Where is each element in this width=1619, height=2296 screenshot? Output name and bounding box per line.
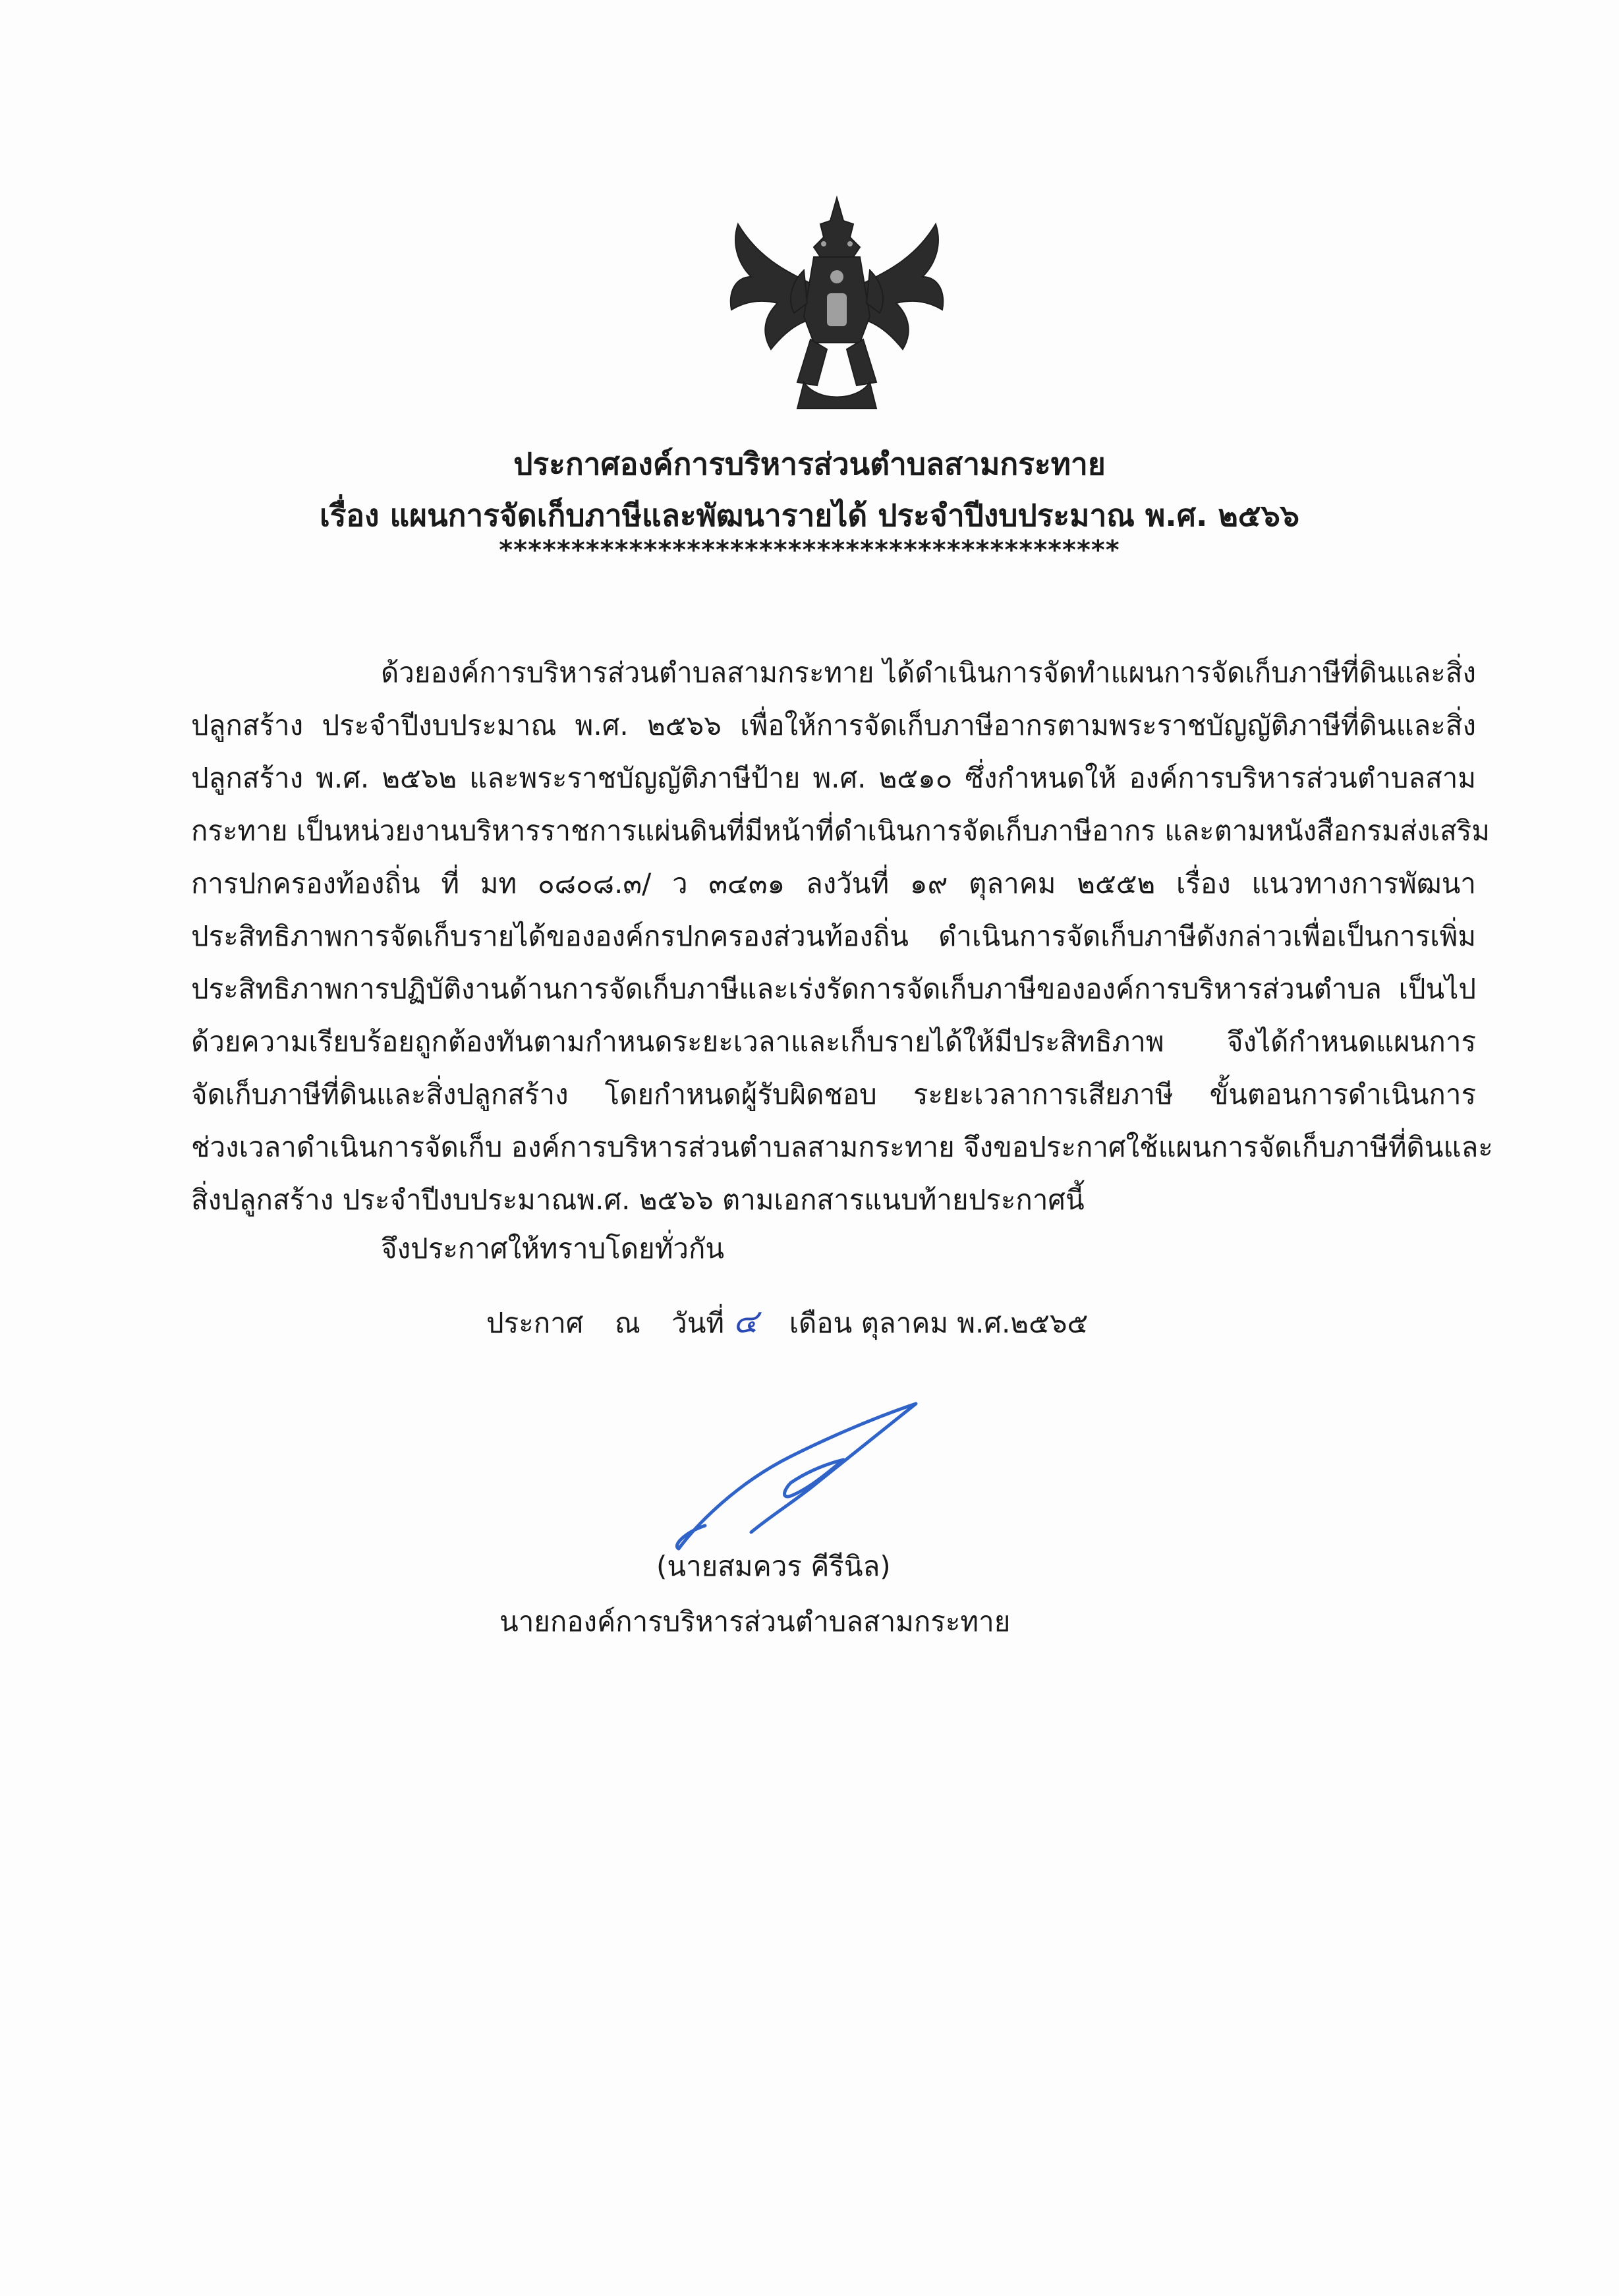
signer-position: นายกองค์การบริหารส่วนตำบลสามกระทาย	[499, 1605, 1011, 1638]
body-line-3: ปลูกสร้าง พ.ศ. ๒๕๖๒ และพระราชบัญญัติภาษีป้าย พ.ศ. ๒๕๑๐ ซึ่งกำหนดให้ องค์การบริหารส่วนตำบลสาม	[191, 762, 1476, 794]
date-day-label: วันที่	[671, 1307, 725, 1339]
body-line-10: ช่วงเวลาดำเนินการจัดเก็บ องค์การบริหารส่วนตำบลสามกระทาย จึงขอประกาศใช้แผนการจัดเก็บภาษีที่ดินและ	[191, 1131, 1493, 1163]
body-line-6: ประสิทธิภาพการจัดเก็บรายได้ขององค์กรปกครองส่วนท้องถิ่น ดำเนินการจัดเก็บภาษีดังกล่าวเพื่อเป็นการเพิ่ม	[191, 920, 1476, 952]
body-line-5: การปกครองท้องถิ่น ที่ มท ๐๘๐๘.๓/ ว ๓๔๓๑ ลงวันที่ ๑๙ ตุลาคม ๒๕๕๒ เรื่อง แนวทางการพัฒนา	[191, 867, 1476, 900]
announcement-title: ประกาศองค์การบริหารส่วนตำบลสามกระทาย	[513, 446, 1106, 482]
body-line-1: ด้วยองค์การบริหารส่วนตำบลสามกระทาย ได้ดำเนินการจัดทำแผนการจัดเก็บภาษีที่ดินและสิ่ง	[381, 656, 1476, 689]
garuda-emblem-icon	[712, 185, 962, 422]
date-month-year: ตุลาคม พ.ศ.๒๕๖๕	[861, 1307, 1089, 1339]
body-line-7: ประสิทธิภาพการปฏิบัติงานด้านการจัดเก็บภาษีและเร่งรัดการจัดเก็บภาษีขององค์การบริหารส่วนตำบล เป็นไป	[191, 973, 1476, 1005]
body-line-4: กระทาย เป็นหน่วยงานบริหารราชการแผ่นดินที่มีหน้าที่ดำเนินการจัดเก็บภาษีอากร และตามหนังสือกรมส่งเสริม	[191, 815, 1490, 847]
announcement-subject: เรื่อง แผนการจัดเก็บภาษีและพัฒนารายได้ ประจำปีงบประมาณ พ.ศ. ๒๕๖๖	[320, 498, 1299, 533]
date-month-label: เดือน	[789, 1307, 853, 1339]
date-at: ณ	[614, 1307, 640, 1339]
date-prefix: ประกาศ	[486, 1307, 584, 1339]
body-line-8: ด้วยความเรียบร้อยถูกต้องทันตามกำหนดระยะเวลาและเก็บรายได้ให้มีประสิทธิภาพ จึงได้กำหนดแผนการ	[191, 1025, 1476, 1058]
body-line-2: ปลูกสร้าง ประจำปีงบประมาณ พ.ศ. ๒๕๖๖ เพื่อให้การจัดเก็บภาษีอากรตามพระราชบัญญัติภาษีที่ดินและสิ่ง	[191, 709, 1476, 741]
handwritten-signature-icon	[659, 1391, 936, 1562]
announcement-date	[486, 1296, 1088, 1348]
signer-name: (นายสมควร คีรีนิล)	[656, 1550, 891, 1582]
announce-statement: จึงประกาศให้ทราบโดยทั่วกัน	[381, 1232, 725, 1265]
body-line-9: จัดเก็บภาษีที่ดินและสิ่งปลูกสร้าง โดยกำหนดผู้รับผิดชอบ ระยะเวลาการเสียภาษี ขั้นตอนการดำเนินการ	[191, 1078, 1476, 1110]
body-line-11: สิ่งปลูกสร้าง ประจำปีงบประมาณพ.ศ. ๒๕๖๖ ตามเอกสารแนบท้ายประกาศนี้	[191, 1184, 1085, 1216]
title-separator: *******************************************	[499, 535, 1120, 565]
date-day-value: ๔	[733, 1302, 758, 1340]
